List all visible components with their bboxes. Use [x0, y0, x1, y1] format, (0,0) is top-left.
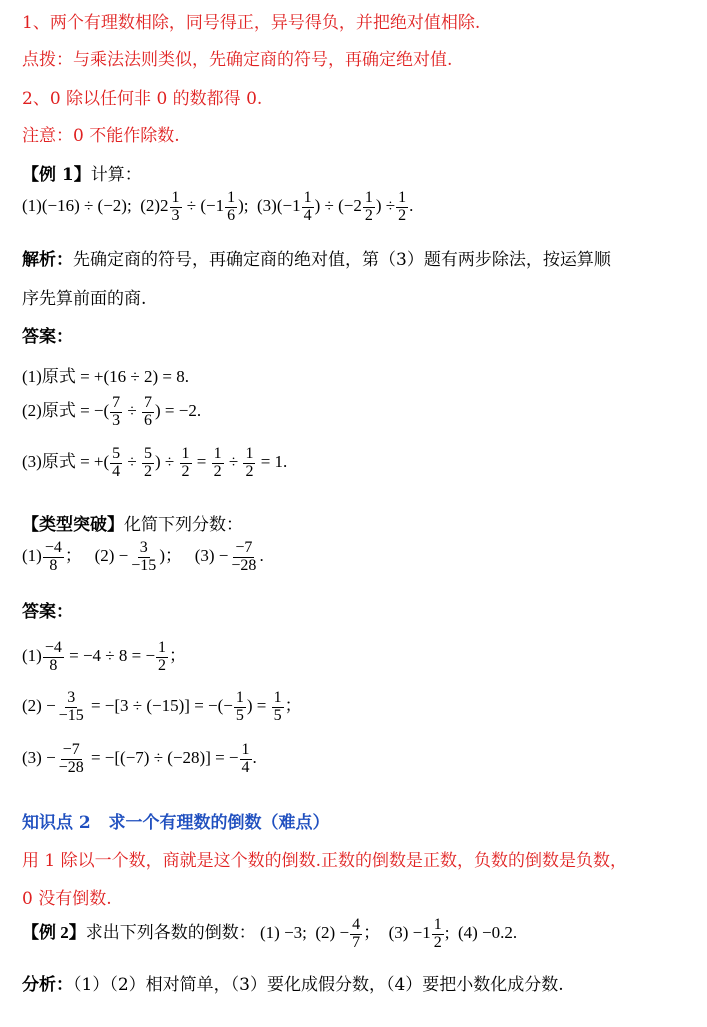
knowledge-2-line1: 用 1 除以一个数，商就是这个数的倒数.正数的倒数是正数，负数的倒数是负数， — [22, 851, 628, 871]
fraction: $\frac{1}{2}$ — [433, 916, 442, 951]
rule-2: 2、0 除以任何非 0 的数都得 0. — [22, 89, 263, 109]
analysis-1-line1: 先确定商的符号，再确定商的绝对值，第（3）题有两步除法，按运算顺 — [73, 250, 611, 270]
fraction: $\frac{1}{2}$ — [181, 445, 190, 480]
fraction: $\frac{5}{2}$ — [144, 445, 153, 480]
fraction: $\frac{3}{-15}$ — [131, 539, 157, 574]
fraction: $\frac{7}{3}$ — [112, 394, 121, 429]
example-1-questions — [22, 190, 413, 225]
rule-1: 1、两个有理数相除，同号得正，异号得负，并把绝对值相除. — [22, 13, 481, 33]
analysis-1-line2: 序先算前面的商. — [22, 289, 147, 309]
example-1-label: 【例 1】 — [22, 165, 91, 185]
analysis-2-label: 分析： — [22, 975, 73, 995]
fraction: $\frac{5}{4}$ — [112, 445, 121, 480]
ex1-q2-pre: (2)2 — [140, 196, 169, 216]
analysis-1-label: 解析： — [22, 250, 73, 270]
ex1-q3-post: . — [409, 196, 414, 216]
breakthrough-answer-3: (3) − $\frac{-7}{-28}$ = −[(−7) ÷ (−28)] = − $\frac{1}{4}$ . — [22, 741, 257, 776]
analysis-2 — [22, 970, 564, 995]
analysis-1 — [22, 245, 611, 270]
knowledge-2-title: 求一个有理数的倒数（难点） — [108, 813, 330, 833]
ex1-q3-mid: ) ÷ (−2 — [314, 196, 362, 216]
fraction: $\frac{1}{6}$ — [227, 189, 236, 224]
note: 注意：0 不能作除数. — [22, 126, 180, 146]
breakthrough-answer-2: (2) − $\frac{3}{-15}$ = −[3 ÷ (−15)] = −(− $\frac{1}{5}$ ) = $\frac{1}{5}$ ； — [22, 689, 302, 724]
fraction: $\frac{4}{7}$ — [352, 916, 361, 951]
fraction: $\frac{1}{4}$ — [303, 189, 312, 224]
fraction: $\frac{-7}{-28}$ — [231, 539, 257, 574]
example-2-label: 【例 2】 — [22, 923, 86, 943]
fraction: $\frac{1}{2}$ — [364, 189, 373, 224]
knowledge-2-label: 知识点 2 — [22, 813, 91, 833]
fraction: $\frac{-4}{8}$ — [44, 539, 62, 574]
example-1-heading — [22, 160, 142, 185]
fraction: $\frac{7}{6}$ — [144, 394, 153, 429]
fraction: $\frac{1}{3}$ — [171, 189, 180, 224]
fraction: $\frac{1}{5}$ — [273, 689, 282, 724]
fraction: $\frac{1}{2}$ — [398, 189, 407, 224]
ex1-q3-mid2: ) ÷ — [375, 196, 396, 216]
example-2-prompt: 求出下列各数的倒数： — [85, 923, 256, 943]
breakthrough-answer-1: (1) $\frac{-4}{8}$ = −4 ÷ 8 = − $\frac{1}{2}$ ； — [22, 639, 187, 674]
fraction: $\frac{1}{5}$ — [235, 689, 244, 724]
ex1-q1: (1)(−16) ÷ (−2); — [22, 196, 132, 216]
fraction: $\frac{1}{2}$ — [245, 445, 254, 480]
answer-1-label: 答案： — [22, 327, 73, 347]
knowledge-2-heading — [22, 808, 330, 833]
answer-2-label: 答案： — [22, 602, 73, 622]
breakthrough-questions: (1) $\frac{-4}{8}$ ； (2) − $\frac{3}{-15}$ )； (3) − $\frac{-7}{-28}$ . — [22, 539, 264, 574]
example-2: 【例 2】求出下列各数的倒数： (1) −3; (2) − $\frac{4}{7}$ ； (3) −1 $\frac{1}{2}$ ; (4) −0.2. — [22, 916, 518, 951]
answer-1-3: (3)原式 = +( $\frac{5}{4}$ ÷ $\frac{5}{2}$ ) ÷ $\frac{1}{2}$ = $\frac{1}{2}$ ÷ $\frac{1}{2}$ = 1. — [22, 445, 288, 480]
fraction: $\frac{1}{2}$ — [158, 639, 167, 674]
fraction: $\frac{1}{2}$ — [213, 445, 222, 480]
fraction: $\frac{3}{-15}$ — [58, 689, 84, 724]
breakthrough-heading — [22, 510, 243, 535]
analysis-2-text: （1）（2）相对简单，（3）要化成假分数，（4）要把小数化成分数. — [73, 975, 564, 995]
breakthrough-prompt: 化简下列分数： — [124, 515, 243, 535]
ex1-q2-mid: ÷ (−1 — [182, 196, 225, 216]
breakthrough-label: 【类型突破】 — [22, 515, 124, 535]
hint: 点拨：与乘法法则类似，先确定商的符号，再确定绝对值. — [22, 50, 453, 70]
fraction: $\frac{-4}{8}$ — [44, 639, 62, 674]
knowledge-2-line2: 0 没有倒数. — [22, 889, 112, 909]
fraction: $\frac{1}{4}$ — [241, 741, 250, 776]
ex1-q3-pre: (3)(−1 — [257, 196, 301, 216]
fraction: $\frac{-7}{-28}$ — [58, 741, 84, 776]
answer-1-1: (1)原式 = +(16 ÷ 2) = 8. — [22, 367, 189, 386]
example-1-prompt: 计算： — [90, 165, 142, 185]
ex1-q2-post: ); — [238, 196, 249, 216]
answer-1-2: (2)原式 = −( $\frac{7}{3}$ ÷ $\frac{7}{6}$ ) = −2. — [22, 394, 202, 429]
